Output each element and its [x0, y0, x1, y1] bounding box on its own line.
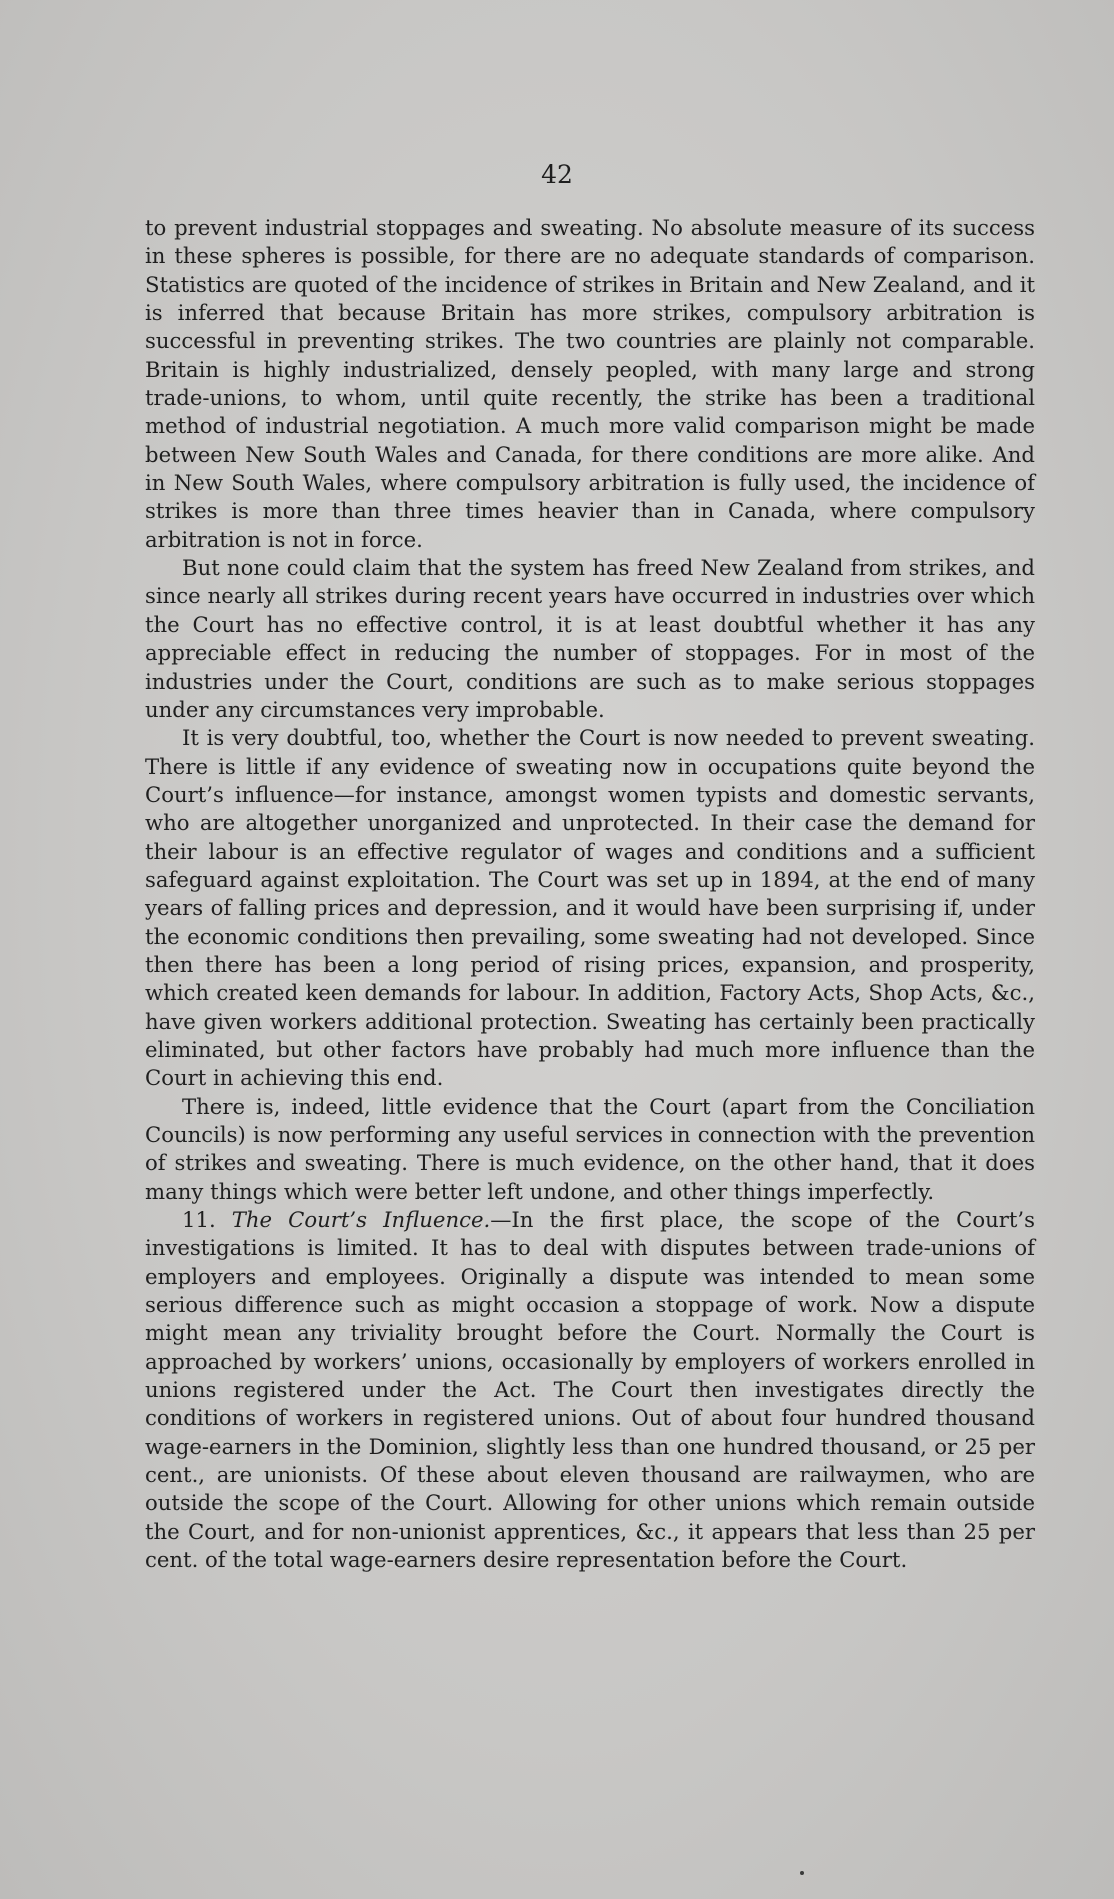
paragraph-5-section-11: [145, 1206, 1035, 1574]
body-text: [145, 214, 1035, 1575]
page-number: 42: [541, 160, 573, 189]
paper-speck: [800, 1871, 804, 1875]
section-heading: The Court’s Influence.: [231, 1207, 491, 1233]
paragraph-2: But none could claim that the system has freed New Zealand from strikes, and since nearly all strikes during recent years have occurred in industries over which the Court has no effective control, it is at least doubtful whether it has any appreciable effect in reducing the number of stoppages. For in most of the industries under the Court, conditions are such as to make serious stoppages under any circumstances very improbable.: [145, 555, 1035, 722]
section-number: 11.: [182, 1207, 216, 1233]
section-text: —In the first place, the scope of the Court’s investigations is limited. It has to deal with disputes between trade-unions of employers and employees. Originally a dispute was intended to mean some serious difference such as might occasion a stoppage of work. Now a dispute might mean any triviality brought before the Court. Normally the Court is approached by workers’ unions, occasionally by employers of workers enrolled in unions registered under the Act. The Court then investigates directly the conditions of workers in registered unions. Out of about four hundred thousand wage-earners in the Dominion, slightly less than one hundred thousand, or 25 per cent., are unionists. Of these about eleven thousand are railwaymen, who are outside the scope of the Court. Allowing for other unions which remain outside the Court, and for non-unionist apprentices, &c., it appears that less than 25 per cent. of the total wage-earners desire representation before the Court.: [145, 1207, 1035, 1573]
paragraph-1: to prevent industrial stoppages and sweating. No absolute measure of its success in these spheres is possible, for there are no adequate standards of comparison. Statistics are quoted of the incidence of strikes in Britain and New Zealand, and it is inferred that because Britain has more strikes, compulsory arbitration is successful in preventing strikes. The two countries are plainly not comparable. Britain is highly industrialized, densely peopled, with many large and strong trade-unions, to whom, until quite recently, the strike has been a traditional method of industrial negotiation. A much more valid comparison might be made between New South Wales and Canada, for there conditions are more alike. And in New South Wales, where compulsory arbitration is fully used, the incidence of strikes is more than three times heavier than in Canada, where compulsory arbitration is not in force.: [145, 215, 1035, 552]
paragraph-3: It is very doubtful, too, whether the Court is now needed to prevent sweating. There is little if any evidence of sweating now in occupations quite beyond the Court’s influence—for instance, amongst women typists and domestic servants, who are altogether unorganized and unprotected. In their case the demand for their labour is an effective regulator of wages and conditions and a sufficient safeguard against exploitation. The Court was set up in 1894, at the end of many years of falling prices and depression, and it would have been surprising if, under the economic conditions then prevailing, some sweating had not developed. Since then there has been a long period of rising prices, expansion, and prosperity, which created keen demands for labour. In addition, Factory Acts, Shop Acts, &c., have given workers additional protection. Sweating has certainly been practically eliminated, but other factors have probably had much more influence than the Court in achieving this end.: [145, 725, 1035, 1091]
paragraph-4: There is, indeed, little evidence that the Court (apart from the Conciliation Councils) is now performing any useful services in connection with the prevention of strikes and sweating. There is much evidence, on the other hand, that it does many things which were better left undone, and other things imperfectly.: [145, 1093, 1035, 1204]
